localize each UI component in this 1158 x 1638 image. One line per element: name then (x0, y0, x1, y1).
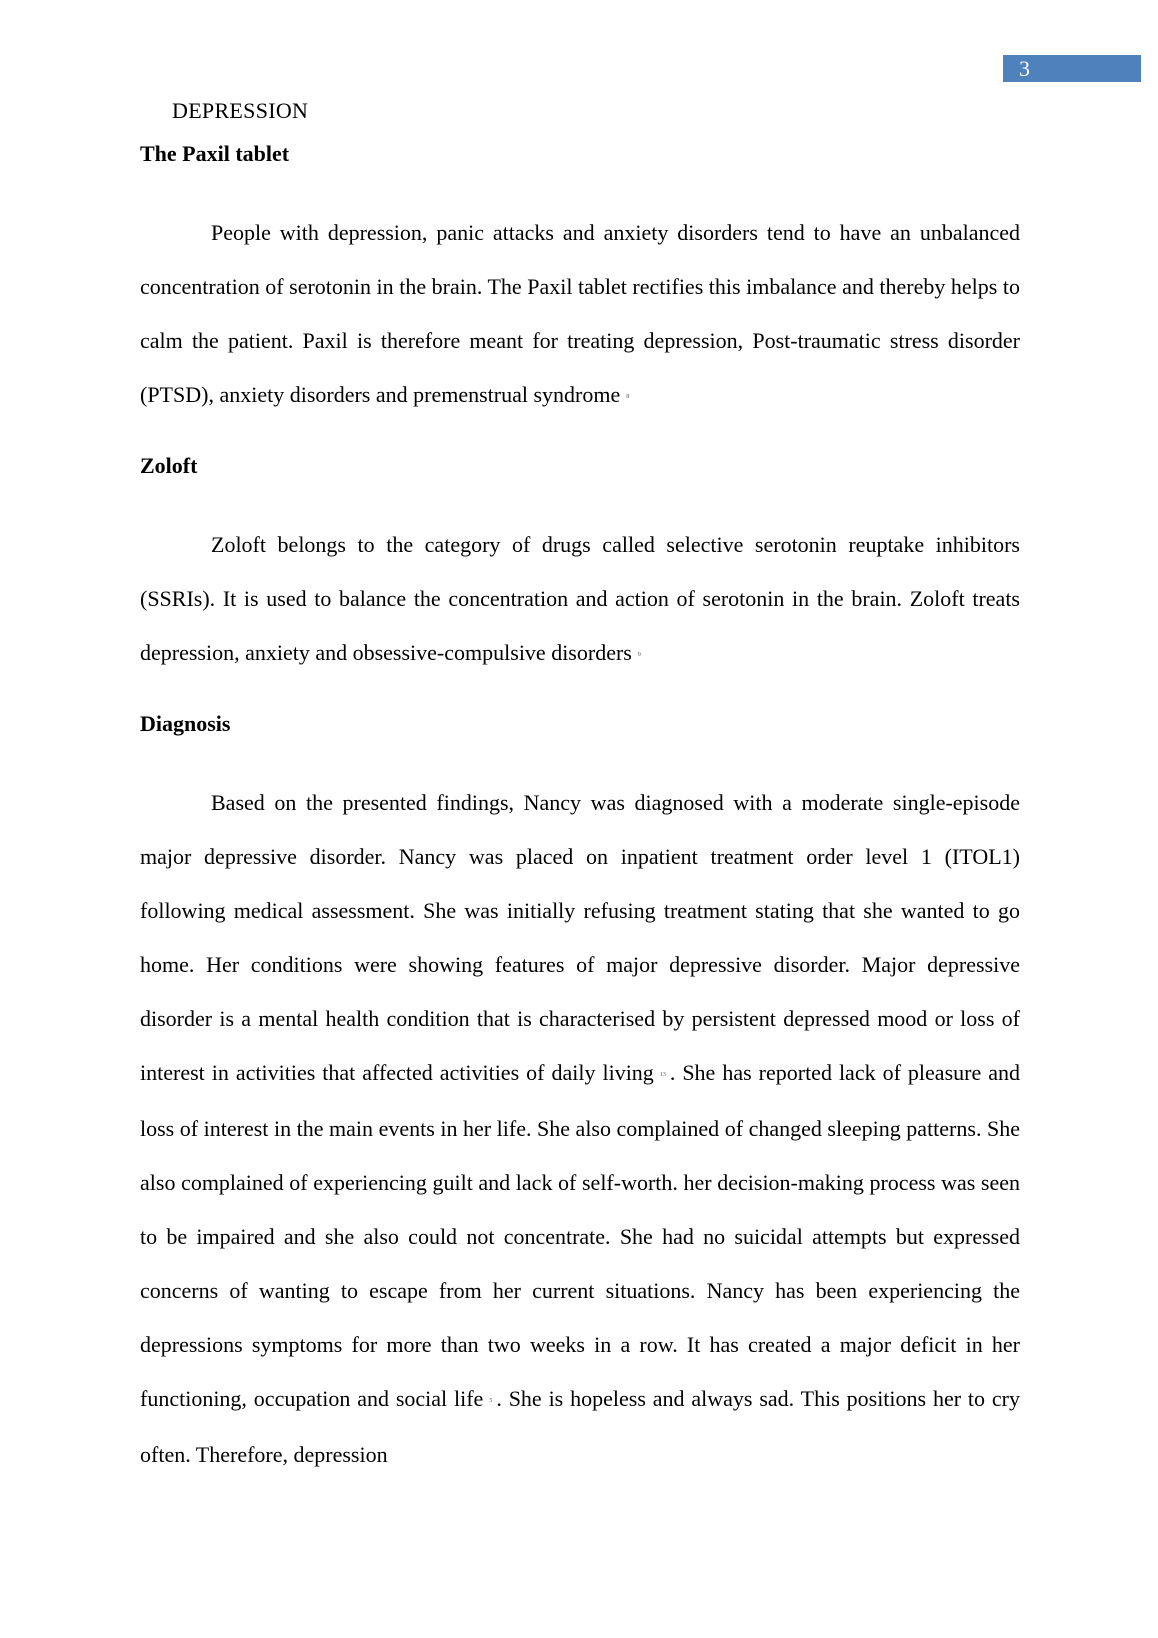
paragraph-diagnosis (140, 776, 1020, 1482)
citation-marker: 9 (637, 651, 641, 658)
paragraph-diagnosis-text-1: Based on the presented findings, Nancy was diagnosed with a moderate single-episode major depressive disorder. Nancy was placed on inpatient treatment order level 1 (ITOL1) following medical assessment. She was initially refusing treatment stating that she wanted to go home. Her conditions were showing features of major depressive disorder. Major depressive disorder is a mental health condition that is characterised by persistent depressed mood or loss of interest in activities that affected activities of daily living (140, 789, 1020, 1085)
paragraph-paxil-text: People with depression, panic attacks and anxiety disorders tend to have an unbalanced concentration of serotonin in the brain. The Paxil tablet rectifies this imbalance and thereby helps to calm the patient. Paxil is therefore meant for treating depression, Post-traumatic stress disorder (PTSD), anxiety disorders and premenstrual syndrome (140, 220, 1020, 407)
citation-marker: 13 (659, 1071, 666, 1078)
paragraph-diagnosis-text-2: . She has reported lack of pleasure and loss of interest in the main events in her life. She also complained of changed sleeping patterns. She also complained of experiencing guilt and lack of self-worth. her decision-making process was seen to be impaired and she also could not concentrate. She had no suicidal attempts but expressed concerns of wanting to escape from her current situations. Nancy has been experiencing the depressions symptoms for more than two weeks in a row. It has created a major deficit in her functioning, occupation and social life (140, 1059, 1020, 1411)
document-body (140, 138, 1020, 1482)
paragraph-zoloft-text: Zoloft belongs to the category of drugs called selective serotonin reuptake inhibitors (SSRIs). It is used to balance the concentration and action of serotonin in the brain. Zoloft treats depression, anxiety and obsessive-compulsive disorders (140, 531, 1020, 665)
page-number: 3 (1003, 55, 1141, 82)
section-heading-diagnosis: Diagnosis (140, 710, 231, 736)
citation-marker: 8 (626, 393, 630, 400)
paragraph-diagnosis-text-3: . She is hopeless and always sad. This positions her to cry often. Therefore, depression (140, 1385, 1020, 1467)
citation-marker: 5 (489, 1397, 493, 1404)
paragraph-zoloft (140, 518, 1020, 682)
running-head: DEPRESSION (172, 98, 309, 123)
paragraph-paxil (140, 206, 1020, 424)
section-heading-paxil: The Paxil tablet (140, 141, 290, 166)
section-heading-zoloft: Zoloft (140, 452, 198, 478)
